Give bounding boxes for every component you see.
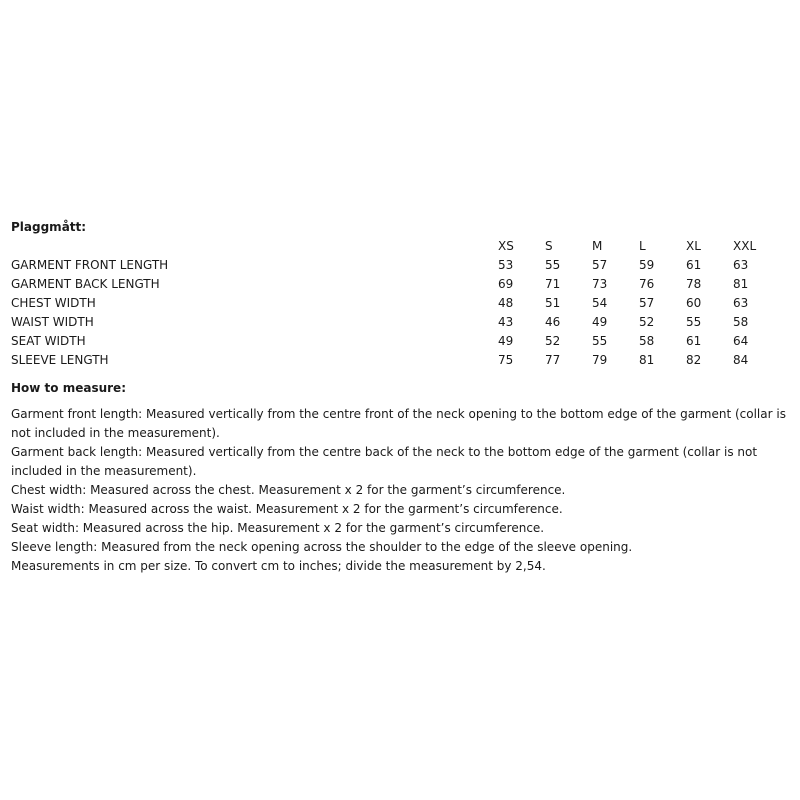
table-cell: 49 <box>592 315 608 329</box>
table-row <box>11 313 780 332</box>
table-cell: 69 <box>498 277 514 291</box>
table-cell: 81 <box>639 353 655 367</box>
howto-front-length: Garment front length: Measured vertically from the centre front of the neck opening to the bottom edge of the garment (collar is not included in the measurement). <box>11 407 786 440</box>
howto-seat-width: Seat width: Measured across the hip. Measurement x 2 for the garment’s circumference. <box>11 521 545 535</box>
table-cell: 78 <box>686 277 702 291</box>
size-header-m: M <box>592 239 603 253</box>
table-cell: 77 <box>545 353 561 367</box>
table-cell: 82 <box>686 353 702 367</box>
size-header-l: L <box>639 239 646 253</box>
table-cell: 53 <box>498 258 514 272</box>
table-cell: 55 <box>686 315 702 329</box>
table-cell: 52 <box>639 315 655 329</box>
table-cell: 57 <box>592 258 608 272</box>
table-cell: 61 <box>686 258 702 272</box>
table-cell: 73 <box>592 277 608 291</box>
table-cell: 49 <box>498 334 514 348</box>
howto-back-length: Garment back length: Measured vertically from the centre back of the neck to the bottom edge of the garment (collar is not included in the measurement). <box>11 445 758 478</box>
howto-units-note: Measurements in cm per size. To convert cm to inches; divide the measurement by 2,54. <box>11 559 546 573</box>
table-cell: 46 <box>545 315 561 329</box>
table-cell: 48 <box>498 296 514 310</box>
table-cell: 61 <box>686 334 702 348</box>
howto-sleeve-length: Sleeve length: Measured from the neck opening across the shoulder to the edge of the sleeve opening. <box>11 540 633 554</box>
table-cell: 58 <box>639 334 655 348</box>
size-header-s: S <box>545 239 553 253</box>
garment-measurements-heading: Plaggmått: <box>11 220 87 234</box>
table-cell: 59 <box>639 258 655 272</box>
table-cell: 71 <box>545 277 561 291</box>
table-cell: 58 <box>733 315 749 329</box>
how-to-measure-list <box>11 405 791 576</box>
row-label: WAIST WIDTH <box>11 315 94 329</box>
row-label: GARMENT BACK LENGTH <box>11 277 160 291</box>
table-cell: 60 <box>686 296 702 310</box>
table-cell: 51 <box>545 296 561 310</box>
table-cell: 64 <box>733 334 749 348</box>
row-label: SLEEVE LENGTH <box>11 353 109 367</box>
howto-waist-width: Waist width: Measured across the waist. Measurement x 2 for the garment’s circumference. <box>11 502 563 516</box>
table-cell: 55 <box>592 334 608 348</box>
table-cell: 63 <box>733 258 749 272</box>
size-header-row <box>11 237 780 256</box>
size-header-xl: XL <box>686 239 701 253</box>
table-cell: 63 <box>733 296 749 310</box>
row-label: SEAT WIDTH <box>11 334 86 348</box>
table-row <box>11 294 780 313</box>
table-cell: 55 <box>545 258 561 272</box>
table-cell: 79 <box>592 353 608 367</box>
table-row <box>11 275 780 294</box>
table-row <box>11 256 780 275</box>
size-guide <box>11 218 791 576</box>
table-cell: 52 <box>545 334 561 348</box>
table-cell: 76 <box>639 277 655 291</box>
size-header-xs: XS <box>498 239 514 253</box>
howto-chest-width: Chest width: Measured across the chest. Measurement x 2 for the garment’s circumference. <box>11 483 566 497</box>
table-cell: 43 <box>498 315 514 329</box>
table-cell: 84 <box>733 353 749 367</box>
table-cell: 54 <box>592 296 608 310</box>
row-label: CHEST WIDTH <box>11 296 96 310</box>
size-table <box>11 237 780 370</box>
table-cell: 75 <box>498 353 514 367</box>
size-header-blank <box>11 237 498 256</box>
row-label: GARMENT FRONT LENGTH <box>11 258 169 272</box>
table-row <box>11 351 780 370</box>
table-cell: 57 <box>639 296 655 310</box>
table-row <box>11 332 780 351</box>
size-header-xxl: XXL <box>733 239 757 253</box>
table-cell: 81 <box>733 277 749 291</box>
how-to-measure-heading: How to measure: <box>11 381 126 395</box>
